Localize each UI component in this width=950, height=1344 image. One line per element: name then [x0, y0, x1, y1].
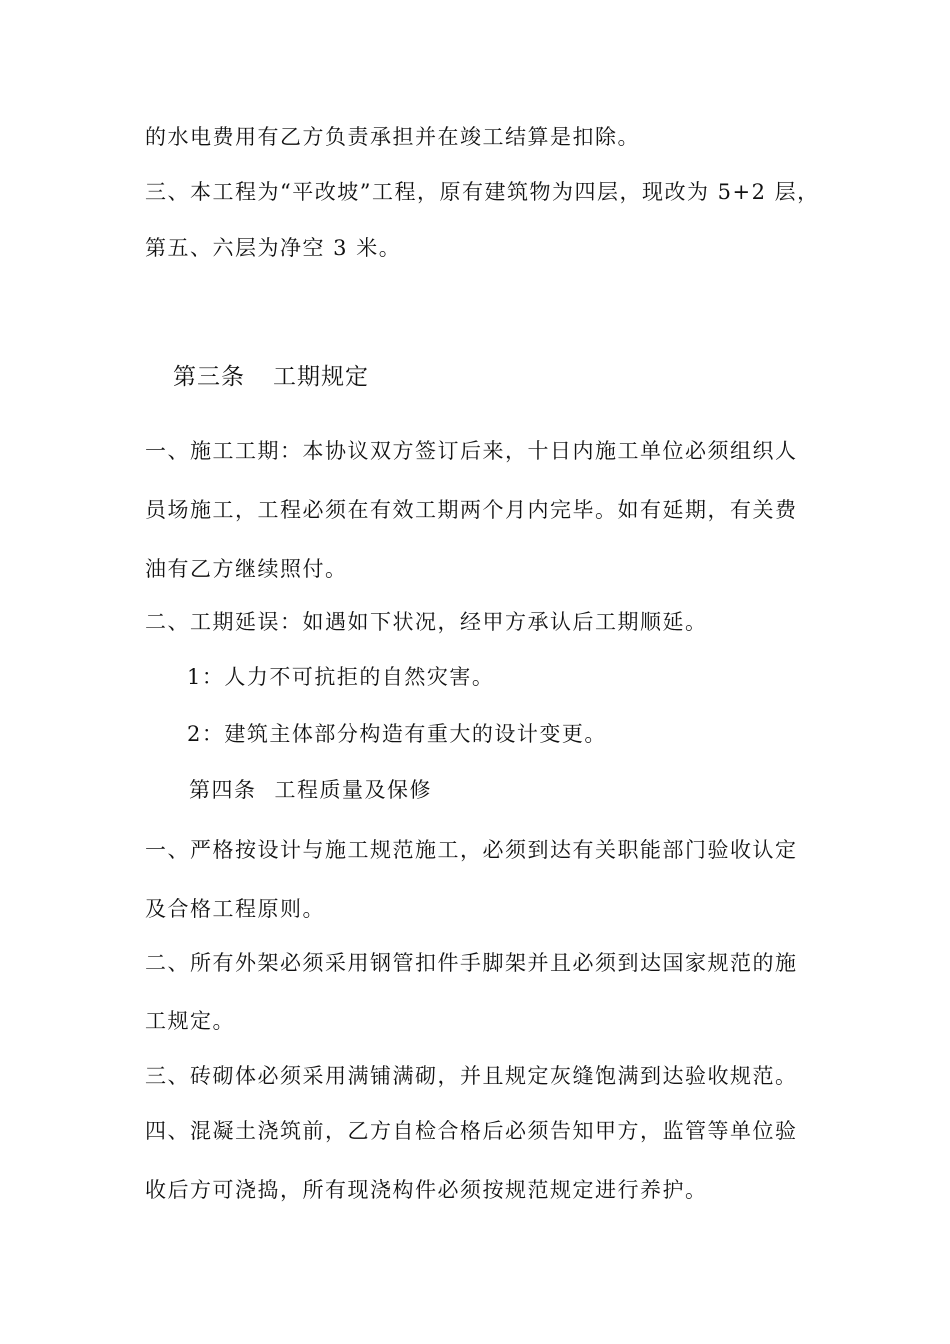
paragraph-line: 一、施工工期：本协议双方签订后来，十日内施工单位必须组织人	[145, 439, 798, 463]
section-heading-4	[189, 780, 432, 801]
paragraph-line: 二、工期延误：如遇如下状况，经甲方承认后工期顺延。	[145, 610, 708, 634]
section-title: 工程质量及保修	[274, 778, 432, 802]
paragraph-line: 员场施工，工程必须在有效工期两个月内完毕。如有延期，有关费	[145, 498, 798, 522]
paragraph-line: 二、所有外架必须采用钢管扣件手脚架并且必须到达国家规范的施	[145, 951, 798, 975]
section-title: 工期规定	[273, 364, 369, 390]
section-number: 第四条	[189, 778, 257, 802]
paragraph-line: 第五、六层为净空 3 米。	[145, 236, 402, 260]
list-item: 1：人力不可抗拒的自然灾害。	[187, 665, 495, 689]
section-number: 第三条	[173, 364, 245, 390]
paragraph-line: 油有乙方继续照付。	[145, 557, 348, 581]
paragraph-line: 三、砖砌体必须采用满铺满砌，并且规定灰缝饱满到达验收规范。	[145, 1064, 798, 1088]
paragraph-line: 及合格工程原则。	[145, 897, 325, 921]
paragraph-line: 的水电费用有乙方负责承担并在竣工结算是扣除。	[145, 125, 640, 149]
paragraph-line: 三、本工程为“平改坡”工程，原有建筑物为四层，现改为 5+2 层，	[145, 180, 820, 204]
paragraph-line: 一、严格按设计与施工规范施工，必须到达有关职能部门验收认定	[145, 838, 798, 862]
paragraph-line: 工规定。	[145, 1009, 235, 1033]
paragraph-line: 四、混凝土浇筑前，乙方自检合格后必须告知甲方，监管等单位验	[145, 1119, 798, 1143]
section-heading-3	[173, 366, 369, 389]
list-item: 2：建筑主体部分构造有重大的设计变更。	[187, 722, 607, 746]
paragraph-line: 收后方可浇捣，所有现浇构件必须按规范规定进行养护。	[145, 1178, 708, 1202]
